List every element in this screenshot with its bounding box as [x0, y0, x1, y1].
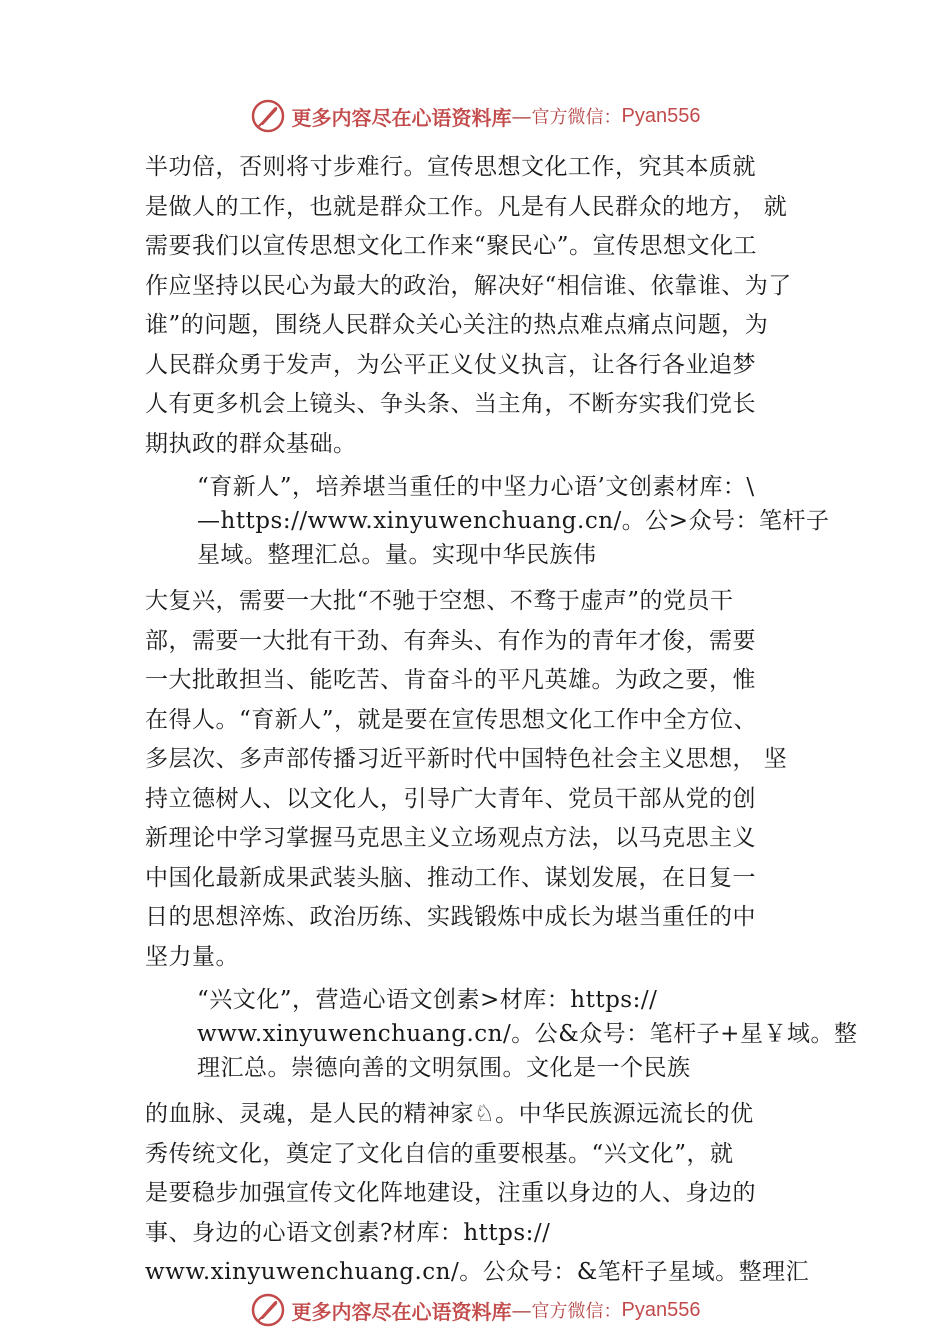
text-line: 需要我们以宣传思想文化工作来“聚民心”。宣传思想文化工 [145, 233, 758, 259]
banner-main-text: 更多内容尽在心语资料库 [291, 105, 512, 130]
text-line: www.xinyuwenchuang.cn/。公&众号：笔杆子+星￥域。整 [197, 1021, 858, 1047]
paragraph-3 [145, 1095, 835, 1293]
document-body [145, 148, 858, 1293]
banner-separator: — [511, 104, 532, 128]
text-line: 秀传统文化，奠定了文化自信的重要根基。“兴文化”，就 [145, 1140, 734, 1167]
text-line: 中国化最新成果武装头脑、推动工作、谋划发展，在日复一 [145, 864, 756, 891]
text-line: 是要稳步加强宣传文化阵地建设，注重以身边的人、身边的 [145, 1180, 756, 1206]
text-line: 大复兴，需要一大批“不驰于空想、不骛于虚声”的党员干 [145, 588, 734, 614]
text-line: 在得人。“育新人”，就是要在宣传思想文化工作中全方位、 [145, 706, 758, 733]
text-line: 期执政的群众基础。 [145, 430, 357, 457]
text-line: —https://www.xinyuwenchuang.cn/。公>众号：笔杆子 [197, 508, 830, 534]
text-line: 部，需要一大批有干劲、有奔头、有作为的青年才俊，需要 [145, 627, 756, 654]
paragraph-3-heading [197, 983, 858, 1085]
banner-wechat-label: 官方微信： [531, 1301, 622, 1322]
text-line: 作应坚持以民心为最大的政治，解决好“相信谁、依靠谁、为了 [145, 272, 792, 299]
banner-wechat-label: 官方微信： [531, 107, 622, 128]
text-line: 新理论中学习掌握马克思主义立场观点方法，以马克思主义 [145, 825, 756, 851]
banner-wechat-id: Pyan556 [621, 104, 701, 127]
text-line: 谁”的问题，围绕人民群众关心关注的热点难点痛点问题，为 [145, 312, 769, 338]
footer-banner [0, 1290, 950, 1330]
paragraph-1 [145, 148, 835, 464]
text-line: 星域。整理汇总。量。实现中华民族伟 [197, 542, 597, 568]
text-line: 人民群众勇于发声，为公平正义仗义执言，让各行各业追梦 [145, 351, 756, 378]
quill-pen-logo-icon [250, 1292, 286, 1328]
text-line: 一大批敢担当、能吃苦、肯奋斗的平凡英雄。为政之要，惟 [145, 667, 756, 693]
text-line: 半功倍，否则将寸步难行。宣传思想文化工作，究其本质就 [145, 154, 756, 180]
banner-main-text: 更多内容尽在心语资料库 [291, 1299, 512, 1324]
text-line: 多层次、多声部传播习近平新时代中国特色社会主义思想， 坚 [145, 746, 788, 772]
header-banner [0, 96, 950, 136]
paragraph-2 [145, 582, 835, 977]
text-line: 是做人的工作，也就是群众工作。凡是有人民群众的地方， 就 [145, 193, 788, 220]
banner-separator: — [511, 1298, 532, 1322]
paragraph-2-heading [197, 470, 835, 572]
text-line: “育新人”，培养堪当重任的中坚力心语’文创素材库：\ [197, 474, 755, 500]
quill-pen-logo-icon [250, 98, 286, 134]
text-line: 持立德树人、以文化人，引导广大青年、党员干部从党的创 [145, 785, 756, 812]
text-line: 的血脉、灵魂，是人民的精神家♘。中华民族源远流长的优 [145, 1101, 754, 1127]
text-line: www.xinyuwenchuang.cn/。公众号：&笔杆子星域。整理汇 [145, 1259, 810, 1285]
banner-wechat-id: Pyan556 [621, 1298, 701, 1321]
text-line: 日的思想淬炼、政治历练、实践锻炼中成长为堪当重任的中 [145, 904, 756, 930]
text-line: 坚力量。 [145, 943, 239, 970]
text-line: “兴文化”，营造心语文创素>材库：https:// [197, 987, 658, 1013]
text-line: 理汇总。崇德向善的文明氛围。文化是一个民族 [197, 1055, 691, 1081]
text-line: 事、身边的心语文创素?材库：https:// [145, 1219, 551, 1246]
text-line: 人有更多机会上镜头、争头条、当主角，不断夯实我们党长 [145, 391, 756, 417]
